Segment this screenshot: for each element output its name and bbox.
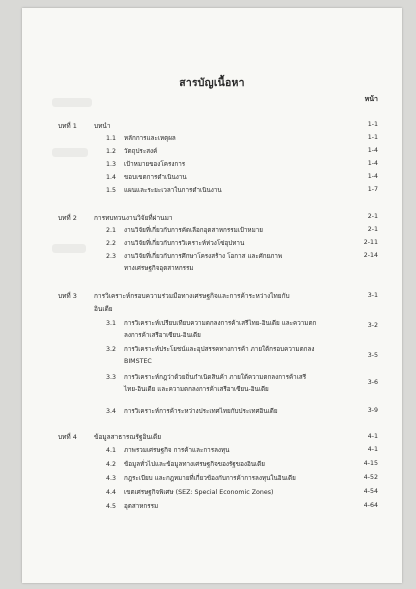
toc-entry: 1.1 หลักการและเหตุผล: [106, 135, 176, 142]
page-title: สารบัญเนื้อหา: [179, 77, 245, 89]
toc-entry: 4.4 เขตเศรษฐกิจพิเศษ (SEZ: Special Economic Zones): [106, 489, 274, 496]
scan-smudge: [52, 98, 92, 107]
toc-entry-page: 2-11: [363, 239, 378, 246]
toc-entry-page: 1-4: [367, 173, 378, 180]
chapter-3-title: การวิเคราะห์กรอบความร่วมมือทางเศรษฐกิจและการค้าระหว่างไทยกับ: [94, 292, 290, 300]
page-column-header: หน้า: [364, 95, 378, 103]
toc-entry-page: 4-64: [363, 502, 378, 509]
toc-entry-page: 3-6: [367, 379, 378, 386]
toc-entry-page: 4-15: [363, 460, 378, 467]
chapter-3-title-line2: อินเดีย: [94, 305, 113, 313]
toc-entry: 1.4 ขอบเขตการดำเนินงาน: [106, 174, 187, 181]
toc-entry-page: 4-54: [363, 488, 378, 495]
toc-entry: 2.1 งานวิจัยที่เกี่ยวกับการคัดเลือกอุตสาหกรรมเป้าหมาย: [106, 227, 263, 234]
toc-entry: 2.3 งานวิจัยที่เกี่ยวกับการศึกษาโครงสร้าง โอกาส และศักยภาพ ทางเศรษฐกิจอุตสาหกรรม: [106, 253, 283, 272]
toc-entry: 2.2 งานวิจัยที่เกี่ยวกับการวิเคราะห์ห่วงโซ่อุปทาน: [106, 240, 245, 247]
chapter-2-title: การทบทวนงานวิจัยที่ผ่านมา: [94, 214, 173, 222]
toc-entry: 1.3 เป้าหมายของโครงการ: [106, 161, 186, 168]
chapter-3-page: 3-1: [367, 292, 378, 299]
toc-entry: 1.2 วัตถุประสงค์: [106, 148, 158, 155]
toc-entry-page: 2-14: [363, 252, 378, 259]
toc-entry-page: 1-7: [367, 186, 378, 193]
scan-smudge: [52, 244, 86, 253]
toc-entry: 4.2 ข้อมูลทั่วไปและข้อมูลทางเศรษฐกิจของรัฐของอินเดีย: [106, 461, 265, 468]
toc-entry: 4.3 กฎระเบียบ และกฎหมายที่เกี่ยวข้องกับการค้าการลงทุนในอินเดีย: [106, 475, 296, 482]
toc-entry: 3.1 การวิเคราะห์เปรียบเทียบความตกลงการค้าเสรีไทย-อินเดีย และความตก ลงการค้าเสรีอาเซียน-อินเดีย: [106, 320, 317, 339]
toc-entry-page: 1-1: [367, 134, 378, 141]
chapter-3-label: บทที่ 3: [58, 292, 77, 300]
toc-entry-page: 4-1: [367, 446, 378, 453]
chapter-4-page: 4-1: [367, 433, 378, 440]
toc-entry-page: 2-1: [367, 226, 378, 233]
toc-entry: 3.3 การวิเคราะห์กฎว่าด้วยถิ่นกำเนิดสินค้า ภายใต้ความตกลงการค้าเสรี ไทย-อินเดีย และความตกลงการค้าเสรีอาเซียน-อินเดีย: [106, 374, 307, 393]
chapter-1-page: 1-1: [367, 121, 378, 128]
toc-entry: 3.4 การวิเคราะห์การค้าระหว่างประเทศไทยกับประเทศอินเดีย: [106, 408, 278, 415]
toc-entry-page: 1-4: [367, 147, 378, 154]
chapter-2-page: 2-1: [367, 213, 378, 220]
chapter-1-label: บทที่ 1: [58, 122, 77, 130]
toc-entry-page: 1-4: [367, 160, 378, 167]
toc-entry-page: 3-5: [367, 352, 378, 359]
toc-entry: 4.1 ภาพรวมเศรษฐกิจ การค้าและการลงทุน: [106, 447, 230, 454]
toc-entry-page: 3-9: [367, 407, 378, 414]
chapter-2-label: บทที่ 2: [58, 214, 77, 222]
toc-entry: 4.5 อุตสาหกรรม: [106, 503, 159, 510]
toc-entry-page: 4-52: [363, 474, 378, 481]
document-page: [22, 8, 402, 583]
chapter-4-label: บทที่ 4: [58, 433, 77, 441]
scan-smudge: [52, 148, 88, 157]
chapter-4-title: ข้อมูลสาธารณรัฐอินเดีย: [94, 433, 162, 441]
toc-entry: 1.5 แผนและระยะเวลาในการดำเนินงาน: [106, 187, 222, 194]
chapter-1-title: บทนำ: [94, 122, 111, 130]
toc-entry-page: 3-2: [367, 322, 378, 329]
toc-entry: 3.2 การวิเคราะห์ประโยชน์และอุปสรรคทางการค้า ภายใต้กรอบความตกลง BIMSTEC: [106, 346, 315, 365]
